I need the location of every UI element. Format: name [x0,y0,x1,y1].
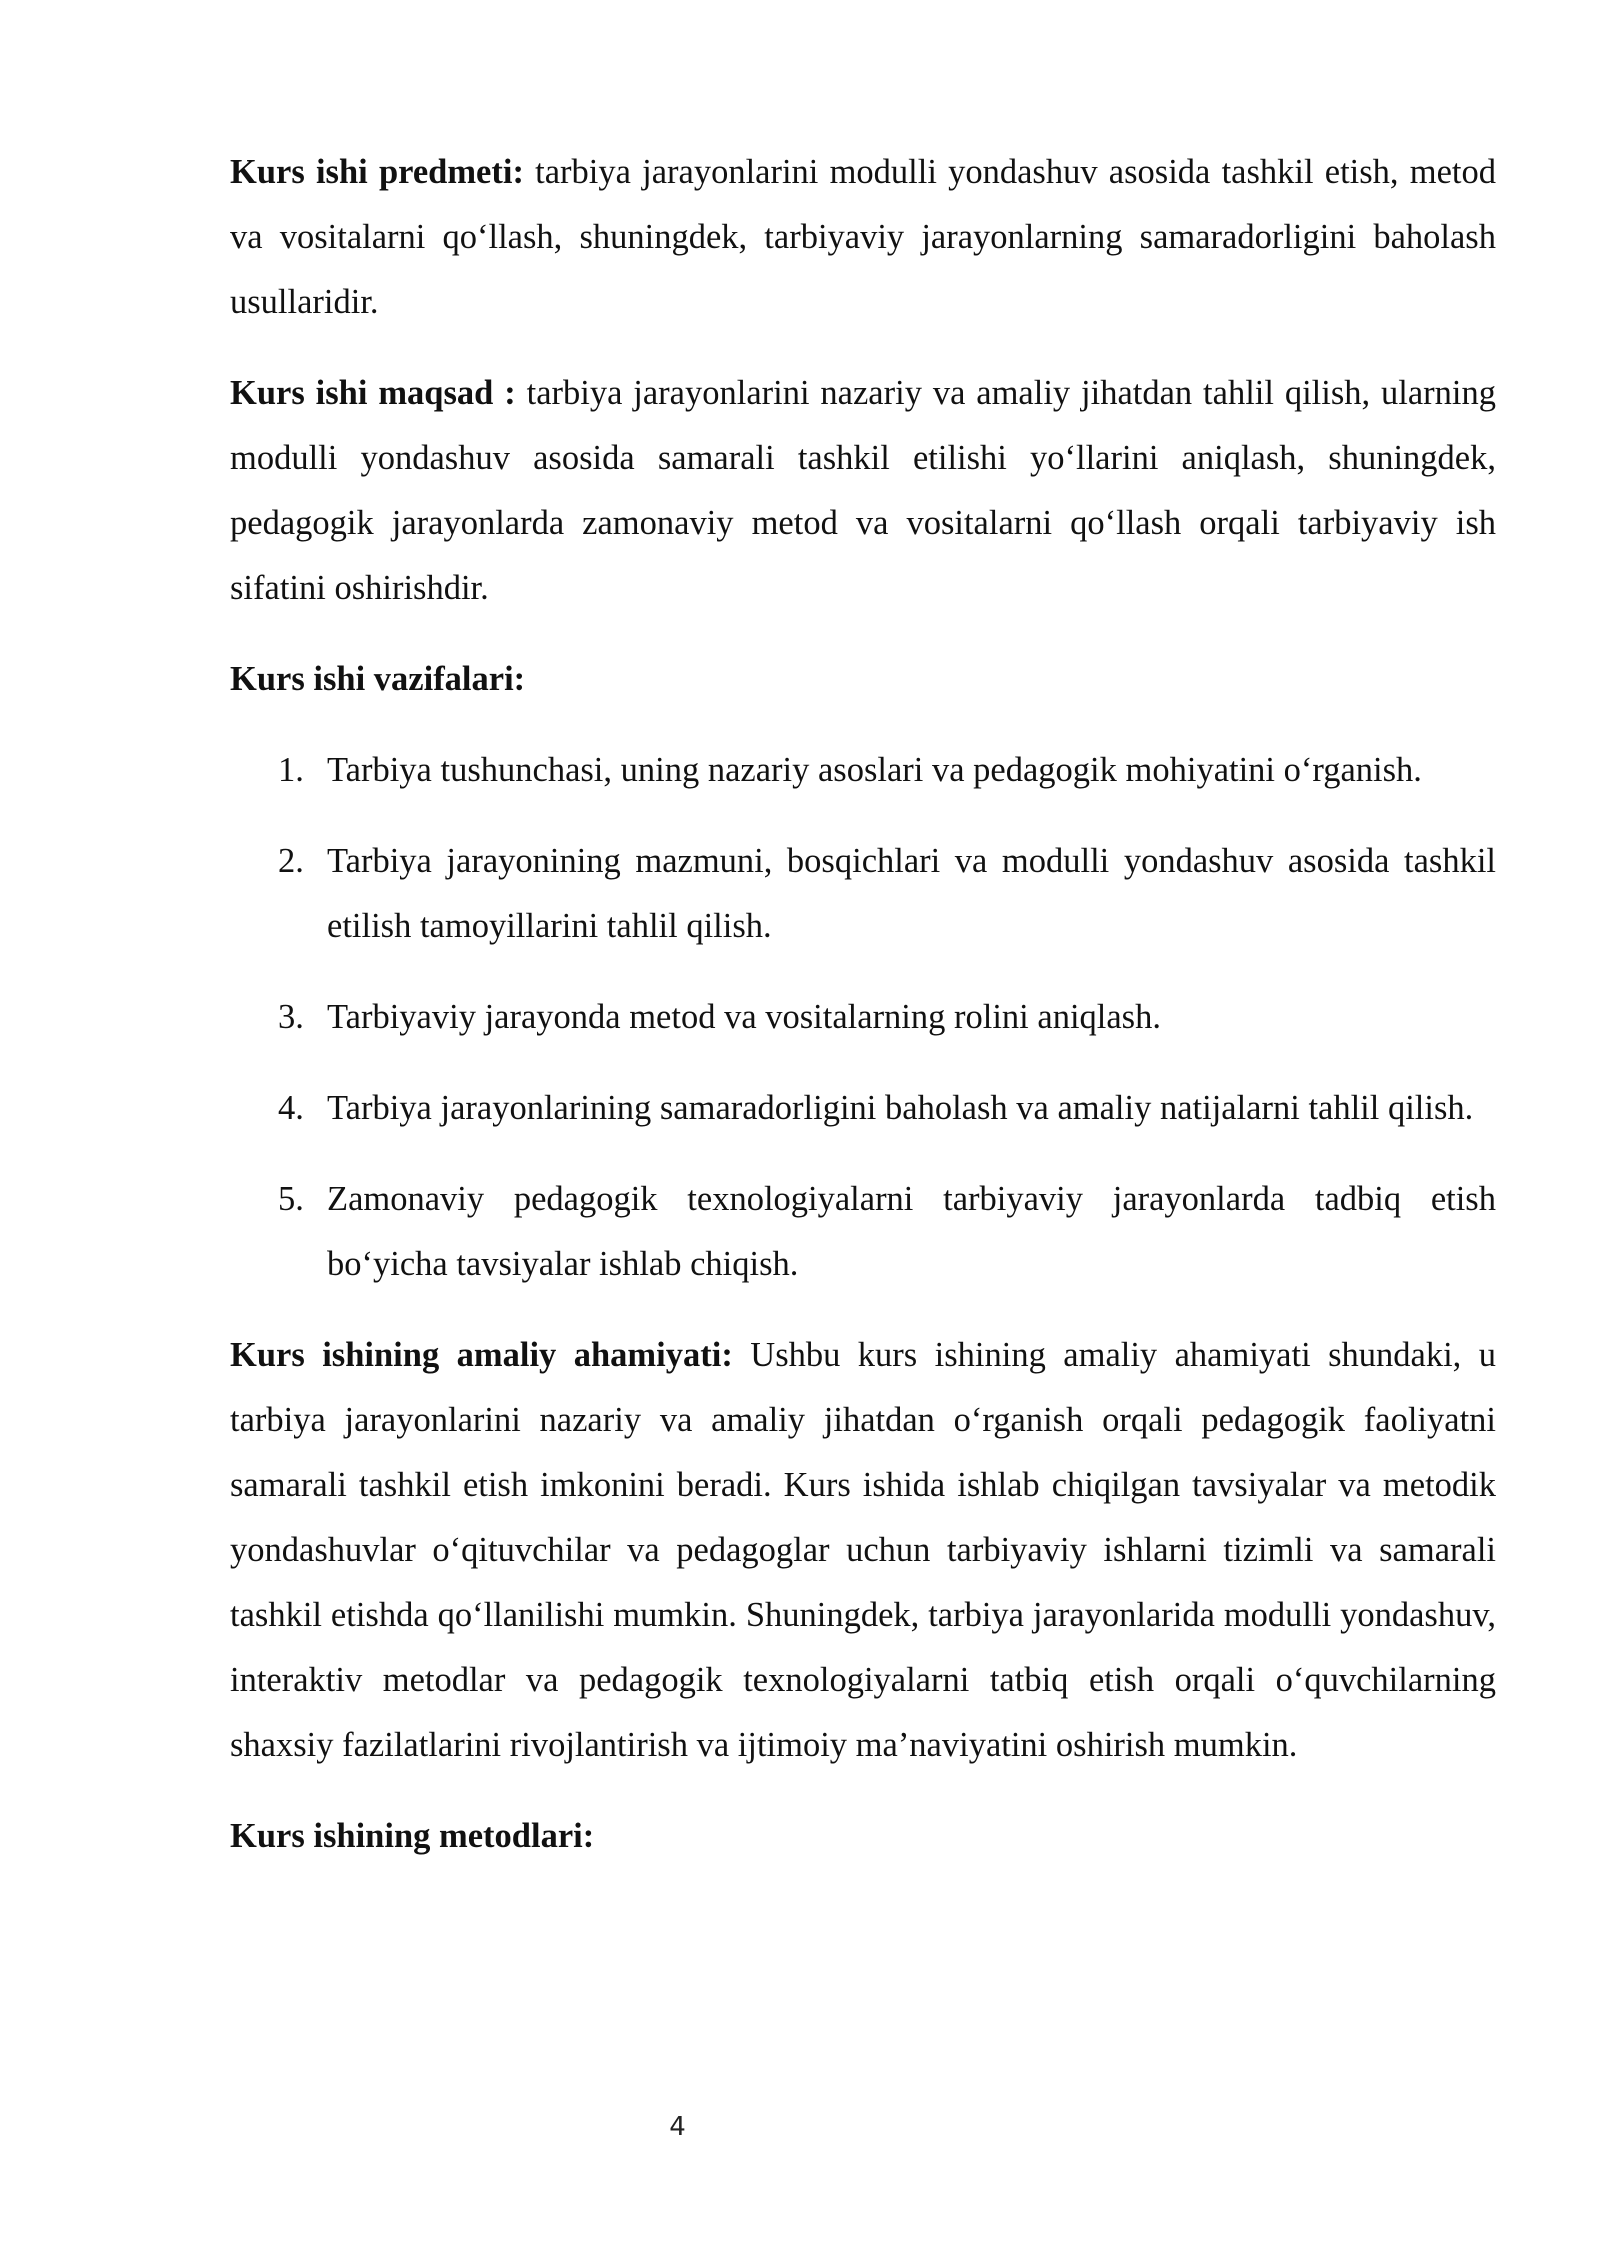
task-number-2: 2. [278,842,304,880]
task-text-4: Tarbiya jarayonlarining samaradorligini baholash va amaliy natijalarni tahlil qilish. [327,1089,1474,1127]
goal-paragraph [230,361,1496,621]
task-number-1: 1. [278,751,304,789]
practical-label: Kurs ishining amaliy ahamiyati: [230,1336,733,1374]
page-body [230,140,1496,1895]
tasks-list [230,738,1496,1297]
task-number-4: 4. [278,1089,304,1127]
task-number-5: 5. [278,1180,304,1218]
subject-paragraph [230,140,1496,335]
tasks-heading: Kurs ishi vazifalari: [230,660,526,698]
task-text-3: Tarbiyaviy jarayonda metod va vositalarning rolini aniqlash. [327,998,1161,1036]
task-item-4 [230,1076,1496,1141]
task-item-3 [230,985,1496,1050]
methods-heading: Kurs ishining metodlari: [230,1817,595,1855]
task-item-1 [230,738,1496,803]
goal-text: tarbiya jarayonlarini nazariy va amaliy jihatdan tahlil qilish, ularning modulli yondashuv asosida samarali tashkil etilishi yo‘llarini aniqlash, shuningdek, pedagogik jarayonlarda zamonaviy metod va vositalarni qo‘llash orqali tarbiyaviy ish sifatini oshirishdir. [230,374,1497,607]
task-text-5: Zamonaviy pedagogik texnologiyalarni tarbiyaviy jarayonlarda tadbiq etish bo‘yicha tavsiyalar ishlab chiqish. [327,1180,1496,1283]
page-number: 4 [669,2112,686,2142]
task-number-3: 3. [278,998,304,1036]
subject-label: Kurs ishi predmeti: [230,153,524,191]
subject-text: tarbiya jarayonlarini modulli yondashuv asosida tashkil etish, metod va vositalarni qo‘llash, shuningdek, tarbiyaviy jarayonlarning samaradorligini baholash usullaridir. [230,153,1496,321]
practical-text: Ushbu kurs ishining amaliy ahamiyati shundaki, u tarbiya jarayonlarini nazariy va amaliy jihatdan o‘rganish orqali pedagogik faoliyatni samarali tashkil etish imkonini beradi. Kurs ishida ishlab chiqilgan tavsiyalar va metodik yondashuvlar o‘qituvchilar va pedagoglar uchun tarbiyaviy ishlarni tizimli va samarali tashkil etishda qo‘llanilishi mumkin. Shuningdek, tarbiya jarayonlarida modulli yondashuv, interaktiv metodlar va pedagogik texnologiyalarni tatbiq etish orqali o‘quvchilarning shaxsiy fazilatlarini rivojlantirish va ijtimoiy ma’naviyatini oshirish mumkin. [230,1336,1496,1764]
practical-paragraph [230,1323,1496,1778]
goal-label: Kurs ishi maqsad : [230,374,516,412]
task-text-2: Tarbiya jarayonining mazmuni, bosqichlari va modulli yondashuv asosida tashkil etilish tamoyillarini tahlil qilish. [327,842,1496,945]
task-text-1: Tarbiya tushunchasi, uning nazariy asoslari va pedagogik mohiyatini o‘rganish. [327,751,1422,789]
task-item-5 [230,1167,1496,1297]
task-item-2 [230,829,1496,959]
